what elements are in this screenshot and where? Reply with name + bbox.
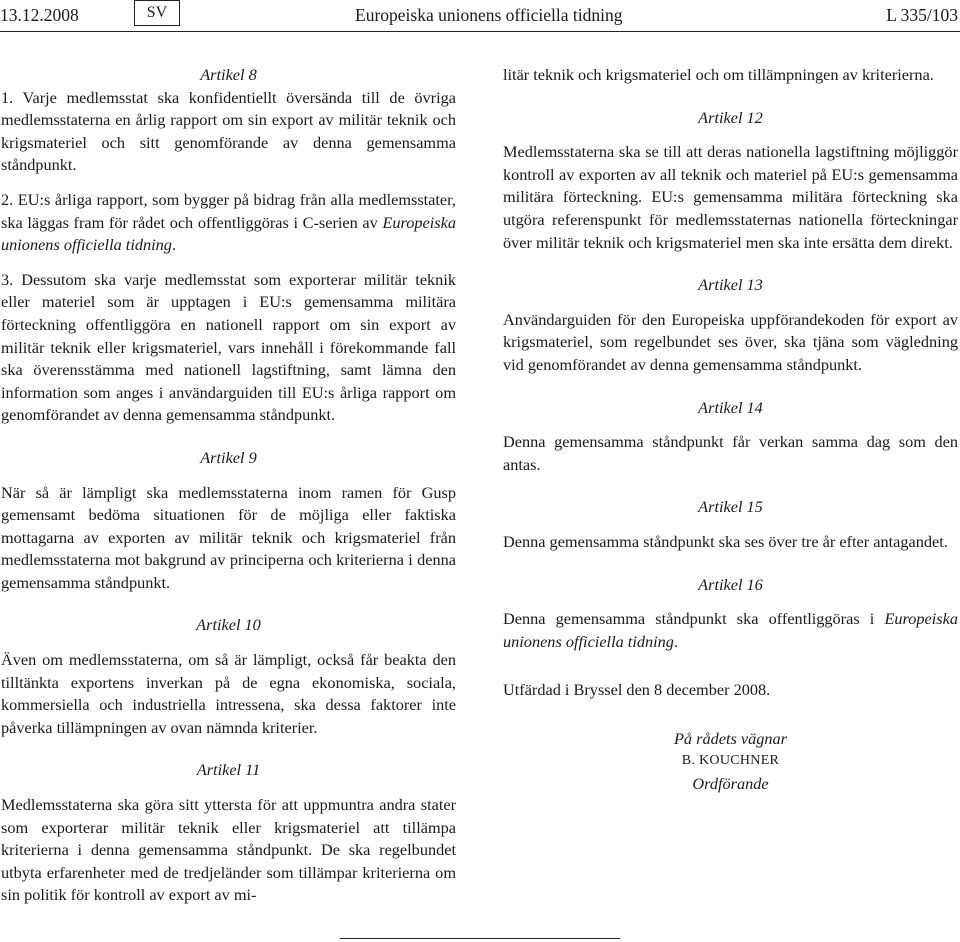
article-9-text: När så är lämpligt ska medlemsstaterna inom ramen för Gusp gemensamt bedöma situationen för de möjliga eller faktiska mottagarna av exporten av militär teknik och krigsmateriel från medlemsstaterna mot bakgrund av principerna och kriterierna i denna gemensamma ståndpunkt.	[1, 482, 456, 592]
right-column	[503, 64, 958, 796]
article-9-heading: Artikel 9	[200, 447, 257, 467]
article-14-text: Denna gemensamma ståndpunkt får verkan samma dag som den antas.	[503, 432, 958, 474]
article-10-text: Även om medlemsstaterna, om så är lämpligt, också får beakta den tilltänkta exportens inverkan på de egna ekonomiska, sociala, kommersiella och industriella intressena, ska dessa faktorer inte påverka tillämpningen av ovan nämnda kriterier.	[1, 650, 456, 737]
article-13-text: Användarguiden för den Europeiska uppförandekoden för export av krigsmateriel, som regelbundet ses över, ska tjäna som vägledning vid genomförandet av denna gemensamma ståndpunkt.	[503, 309, 958, 374]
done-at-line: Utfärdad i Bryssel den 8 december 2008.	[503, 680, 771, 700]
signature-block	[503, 728, 958, 796]
footnote-rule	[340, 938, 620, 939]
language-badge: SV	[134, 0, 180, 26]
article-12-text: Medlemsstaterna ska se till att deras nationella lagstiftning möjliggör kontroll av exporten av all teknik och materiel på EU:s gemensamma militära förteckning. EU:s gemensamma militära förteckning ska utgöra referenspunkt för medlemsstaternas nationella förteckningar över militär teknik och krigsmateriel men ska inte ersätta dem direkt.	[503, 142, 958, 252]
page-header	[0, 0, 960, 34]
header-rule	[0, 31, 960, 32]
article-15-text: Denna gemensamma ståndpunkt ska ses över tre år efter antagandet.	[503, 531, 948, 551]
signature-on-behalf: På rådets vägnar	[673, 728, 788, 748]
article-10-heading: Artikel 10	[196, 615, 261, 635]
article-16-text: Denna gemensamma ståndpunkt ska offentliggöras i Europeiska unionens officiella tidning.	[503, 609, 958, 651]
article-13-heading: Artikel 13	[698, 275, 763, 295]
article-11-text: Medlemsstaterna ska göra sitt yttersta för att uppmuntra andra stater som exporterar militär teknik eller krigsmateriel att tillämpa kriterierna i denna gemensamma ståndpunkt. De ska regelbundet utbyta erfarenheter med de tredjeländer som tillämpar kriterierna om sin politik för kontroll av export av mi-	[1, 795, 456, 905]
article-15-heading: Artikel 15	[698, 497, 763, 517]
left-column	[1, 64, 456, 907]
article-8-para-1: 1. Varje medlemsstat ska konfidentiellt översända till de övriga medlemsstaterna en årlig rapport om sin export av militär teknik och krigsmateriel och sitt genomförande av denna gemensamma ståndpunkt.	[1, 87, 456, 175]
page-number: L 335/103	[886, 5, 958, 25]
article-16-heading: Artikel 16	[698, 574, 763, 594]
article-11-heading: Artikel 11	[196, 760, 261, 780]
article-8-heading: Artikel 8	[200, 65, 257, 84]
article-11-continuation: litär teknik och krigsmateriel och om tillämpningen av kriterierna.	[503, 65, 934, 84]
article-12-heading: Artikel 12	[698, 107, 763, 127]
article-8-para-2: 2. EU:s årliga rapport, som bygger på bidrag från alla medlemsstater, ska läggas fram för rådet och offentliggöras i C-serien av Europeiska unionens officiella tidning.	[1, 189, 456, 255]
article-14-heading: Artikel 14	[698, 397, 763, 417]
journal-reference: Europeiska unionens officiella tidning	[503, 609, 958, 651]
journal-reference: Europeiska unionens officiella tidning	[1, 212, 456, 255]
signatory-name: B. KOUCHNER	[681, 753, 780, 769]
signatory-role: Ordförande	[692, 774, 769, 794]
journal-title: Europeiska unionens officiella tidning	[355, 5, 623, 25]
article-8-para-3: 3. Dessutom ska varje medlemsstat som exporterar militär teknik eller materiel som är upptagen i EU:s gemensamma militära förteckning offentliggöra en nationell rapport om sin export av militär teknik eller krigsmateriel, vars innehåll i förekommande fall ska överensstämma med nationell lagstiftning, samt lämna den information som anges i användarguiden till EU:s årliga rapport om genomförandet av denna gemensamma ståndpunkt.	[1, 269, 456, 425]
issue-date: 13.12.2008	[0, 5, 79, 25]
